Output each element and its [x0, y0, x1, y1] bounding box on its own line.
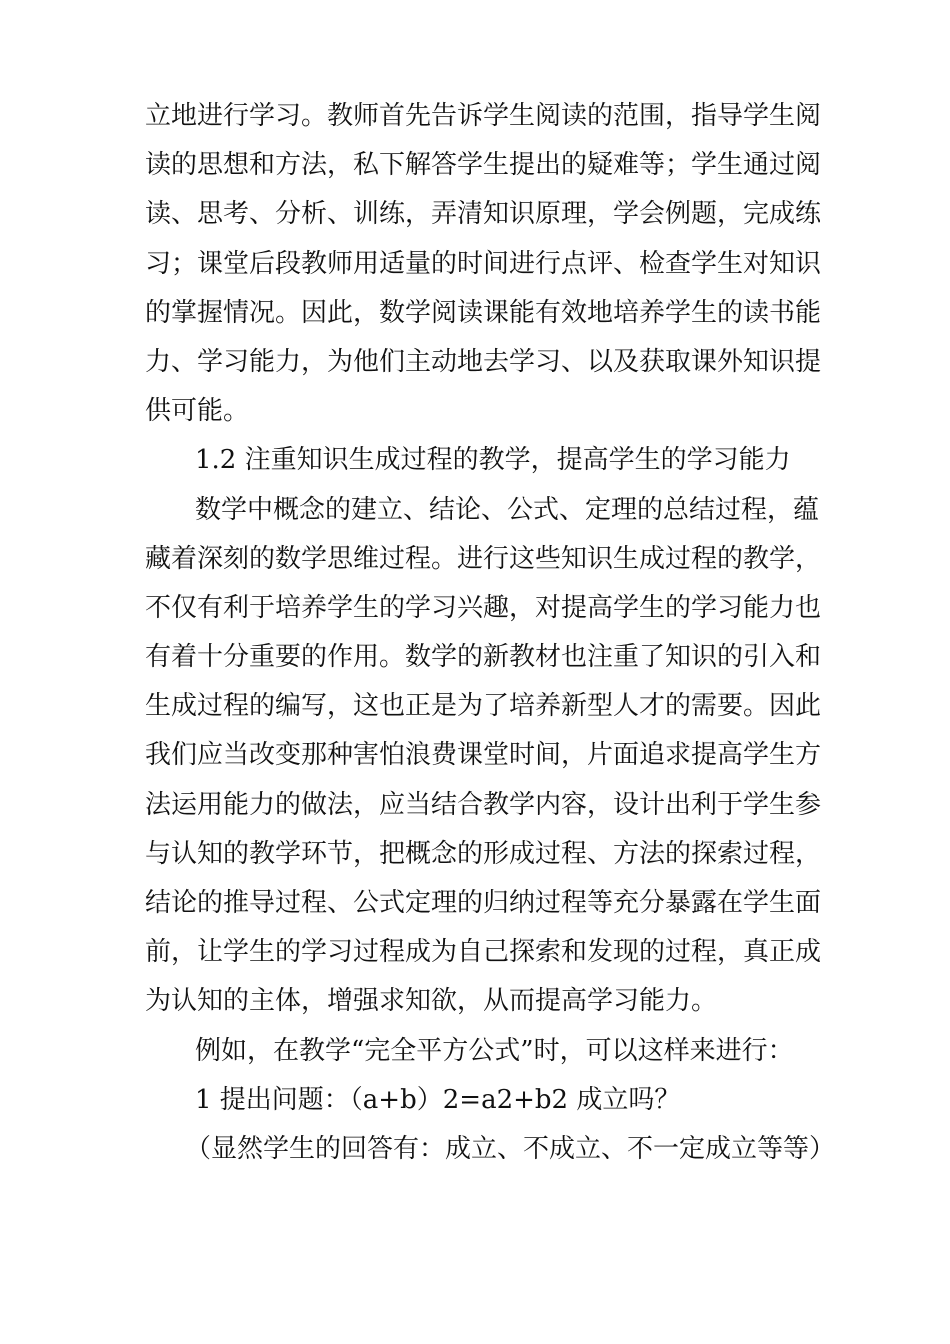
text-line: 法运用能力的做法，应当结合教学内容，设计出利于学生参	[145, 789, 822, 820]
text-line: 1 提出问题：（a+b）2=a2+b2 成立吗？	[195, 1084, 681, 1115]
text-line: 生成过程的编写，这也正是为了培养新型人才的需要。因此	[145, 691, 822, 722]
text-line: 前，让学生的学习过程成为自己探索和发现的过程，真正成	[145, 937, 822, 968]
text-line: 例如，在教学“完全平方公式”时，可以这样来进行：	[195, 1035, 794, 1066]
text-line: 习；课堂后段教师用适量的时间进行点评、检查学生对知识	[145, 248, 822, 279]
text-line: 的掌握情况。因此，数学阅读课能有效地培养学生的读书能	[145, 297, 822, 328]
text-line: 藏着深刻的数学思维过程。进行这些知识生成过程的教学，	[145, 543, 822, 574]
text-line: 与认知的教学环节，把概念的形成过程、方法的探索过程，	[145, 838, 822, 869]
text-line: （显然学生的回答有：成立、不成立、不一定成立等等）	[185, 1133, 836, 1164]
text-line: 数学中概念的建立、结论、公式、定理的总结过程，蕴	[195, 494, 820, 525]
text-line: 有着十分重要的作用。数学的新教材也注重了知识的引入和	[145, 642, 822, 673]
text-line: 我们应当改变那种害怕浪费课堂时间，片面追求提高学生方	[145, 740, 822, 771]
document-body	[145, 92, 836, 1174]
text-line: 供可能。	[145, 396, 250, 427]
text-line: 立地进行学习。教师首先告诉学生阅读的范围，指导学生阅	[145, 101, 822, 131]
section-heading: 1.2 注重知识生成过程的教学，提高学生的学习能力	[195, 445, 791, 476]
text-line: 结论的推导过程、公式定理的归纳过程等充分暴露在学生面	[145, 888, 822, 918]
text-line: 为认知的主体，增强求知欲，从而提高学习能力。	[145, 986, 718, 1017]
text-line: 不仅有利于培养学生的学习兴趣，对提高学生的学习能力也	[145, 592, 822, 623]
text-line: 读的思想和方法，私下解答学生提出的疑难等；学生通过阅	[145, 150, 822, 181]
text-line: 力、学习能力，为他们主动地去学习、以及获取课外知识提	[145, 346, 822, 377]
text-line: 读、思考、分析、训练，弄清知识原理，学会例题，完成练	[145, 199, 822, 230]
